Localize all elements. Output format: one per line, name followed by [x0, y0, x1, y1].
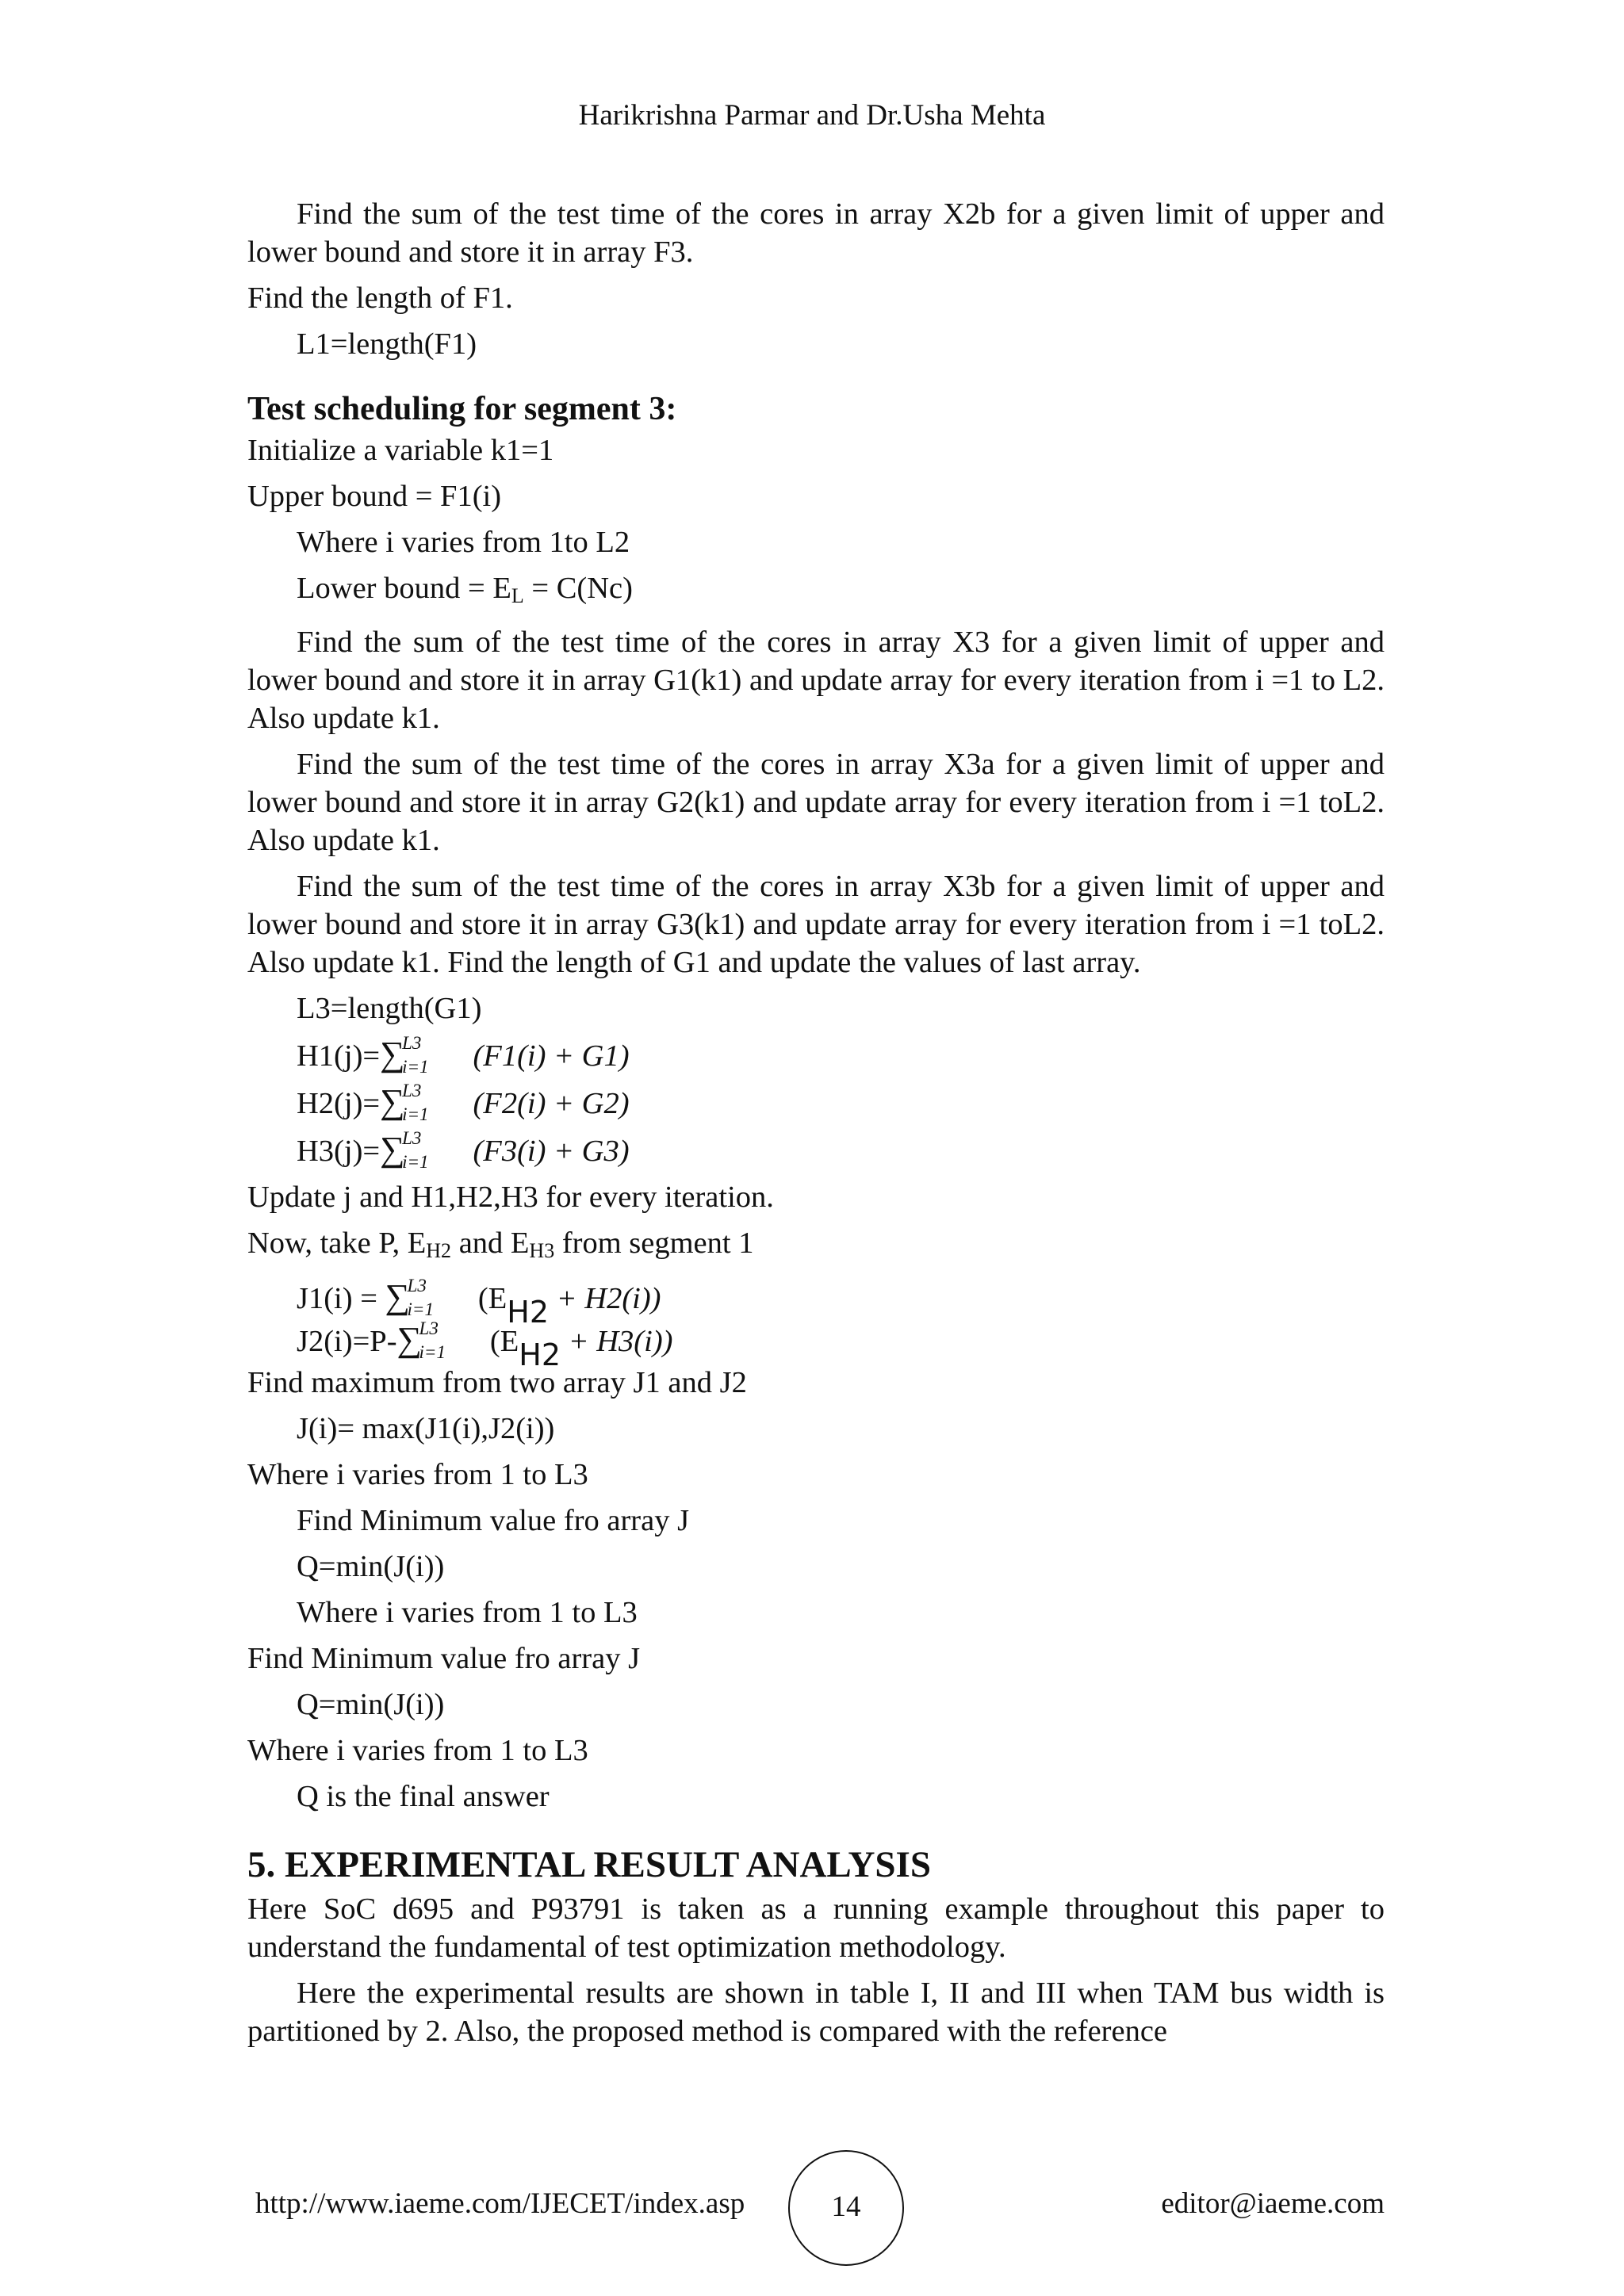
- running-header: Harikrishna Parmar and Dr.Usha Mehta: [578, 99, 1046, 132]
- paragraph: Find the sum of the test time of the cores in array X3a for a given limit of upper and lower bound and store it in array G2(k1) and update array for every iteration from i =1 toL2. Also update k1.: [247, 748, 1385, 857]
- equation-h2: H2(j)=∑ L3 i=1 (F2(i) + G2): [297, 1081, 630, 1124]
- page-footer: [247, 2172, 1385, 2252]
- page-number: 14: [788, 2150, 904, 2266]
- text-line: Where i varies from 1 to L3: [247, 1458, 588, 1491]
- text-line: Upper bound = F1(i): [247, 480, 502, 513]
- text-line: Find maximum from two array J1 and J2: [247, 1366, 747, 1399]
- text-line: Lower bound = $E_L = C(Nc)$: [297, 572, 633, 607]
- paragraph: Find the sum of the test time of the cores in array X3 for a given limit of upper and lower bound and store it in array G1(k1) and update array for every iteration from i =1 to L2. Also update k1.: [247, 626, 1385, 735]
- section-heading: 5. EXPERIMENTAL RESULT ANALYSIS: [247, 1844, 931, 1885]
- equation-line: L1=length(F1): [297, 327, 477, 361]
- equation-line: Q=min(J(i)): [297, 1688, 445, 1721]
- text-line: Where i varies from 1to L2: [297, 526, 630, 559]
- text-line: Find Minimum value fro array J: [297, 1504, 690, 1537]
- equation-line: J(i)= max(J1(i),J2(i)): [297, 1412, 555, 1445]
- paragraph: Find the sum of the test time of the cores in array X3b for a given limit of upper and lower bound and store it in array G3(k1) and update array for every iteration from i =1 toL2. Also update k1. Find the length of G1 and update the values of last array.: [247, 870, 1385, 979]
- text-line: Now, take P, $E_{H2}$ and $E_{H3}$ from segment 1: [247, 1226, 754, 1262]
- text-line: Find the length of F1.: [247, 281, 513, 315]
- paragraph: Here SoC d695 and P93791 is taken as a running example throughout this paper to understand the fundamental of test optimization methodology.: [247, 1892, 1385, 1964]
- text-line: Find Minimum value fro array J: [247, 1642, 641, 1675]
- paragraph: Find the sum of the test time of the cores in array X2b for a given limit of upper and lower bound and store it in array F3.: [247, 197, 1385, 269]
- text-line: Where i varies from 1 to L3: [247, 1734, 588, 1767]
- equation-h1: H1(j)=∑ L3 i=1 (F1(i) + G1): [297, 1033, 630, 1077]
- equation-j1: J1(i) = ∑ L3 i=1 (EH2 + H2(i)): [297, 1276, 661, 1330]
- text-line: Q is the final answer: [297, 1780, 550, 1813]
- equation-line: Q=min(J(i)): [297, 1550, 445, 1583]
- paragraph: Here the experimental results are shown in table I, II and III when TAM bus width is partitioned by 2. Also, the proposed method is compared with the reference: [247, 1976, 1385, 2048]
- section-heading: Test scheduling for segment 3:: [247, 391, 677, 427]
- body-content: [247, 195, 1385, 2050]
- text-line: Initialize a variable k1=1: [247, 434, 554, 467]
- equation-h3: H3(j)=∑ L3 i=1 (F3(i) + G3): [297, 1128, 630, 1172]
- equation-line: L3=length(G1): [297, 992, 482, 1025]
- footer-url-link[interactable]: http://www.iaeme.com/IJECET/index.asp: [255, 2187, 745, 2220]
- text-line: Where i varies from 1 to L3: [297, 1596, 638, 1629]
- text-line: Update j and H1,H2,H3 for every iteration.: [247, 1181, 774, 1214]
- footer-email-link[interactable]: editor@iaeme.com: [1161, 2187, 1385, 2220]
- equation-j2: J2(i)=P-∑ L3 i=1 (EH2 + H3(i)): [297, 1318, 673, 1372]
